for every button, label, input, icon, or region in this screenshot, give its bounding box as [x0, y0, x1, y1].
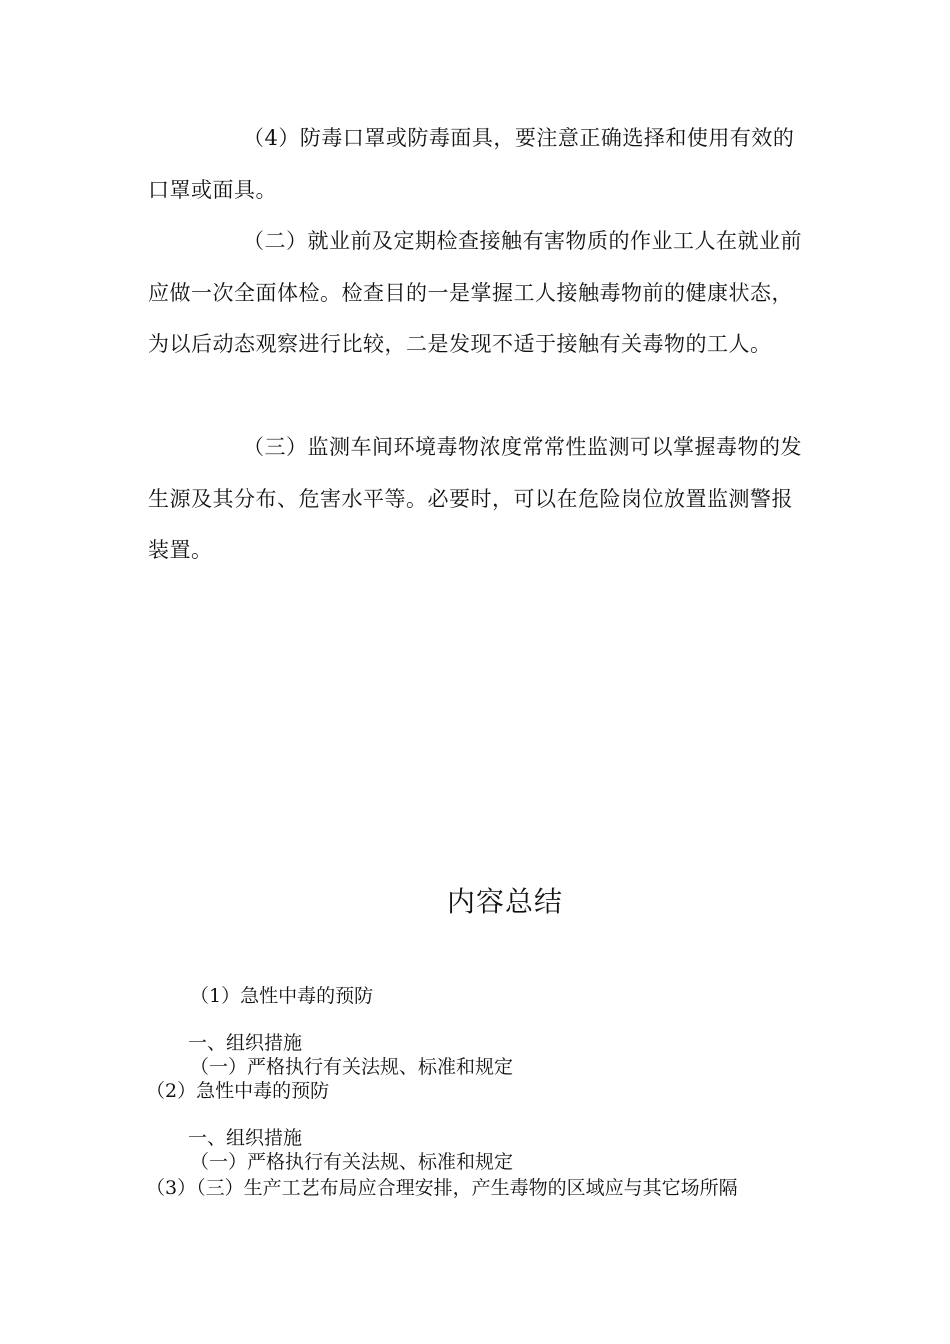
summary-line-6: （一）严格执行有关法规、标准和规定	[190, 1151, 514, 1173]
paragraph-pre-employment-exam: （二）就业前及定期检查接触有害物质的作业工人在就业前应做一次全面体检。检查目的一是掌握工人接触毒物前的健康状态，为以后动态观察进行比较，二是发现不适于接触有关毒物的工人。	[148, 229, 802, 356]
summary-line-7: （3）（三）生产工艺布局应合理安排，产生毒物的区域应与其它场所隔	[146, 1177, 738, 1199]
summary-line-1: （1）急性中毒的预防	[190, 985, 374, 1007]
paragraph-workshop-monitoring: （三）监测车间环境毒物浓度常常性监测可以掌握毒物的发生源及其分布、危害水平等。必要时，可以在危险岗位放置监测警报装置。	[148, 435, 802, 562]
summary-line-4: （2）急性中毒的预防	[146, 1080, 330, 1102]
summary-title: 内容总结	[446, 885, 563, 918]
summary-line-5: 一、组织措施	[188, 1127, 303, 1149]
summary-line-3: （一）严格执行有关法规、标准和规定	[190, 1056, 514, 1078]
summary-line-2: 一、组织措施	[188, 1032, 303, 1054]
paragraph-gas-mask: （4）防毒口罩或防毒面具，要注意正确选择和使用有效的口罩或面具。	[148, 126, 795, 202]
